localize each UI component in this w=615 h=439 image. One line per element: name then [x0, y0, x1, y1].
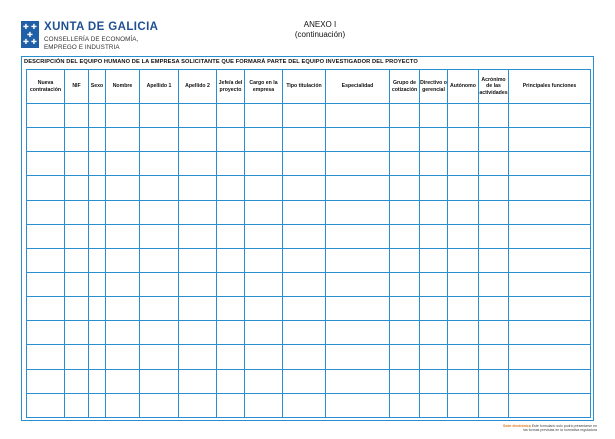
- table-cell[interactable]: [390, 176, 420, 200]
- table-cell[interactable]: [217, 297, 245, 321]
- table-cell[interactable]: [283, 224, 326, 248]
- table-cell[interactable]: [89, 345, 106, 369]
- table-cell[interactable]: [509, 176, 591, 200]
- table-cell[interactable]: [390, 152, 420, 176]
- table-cell[interactable]: [479, 369, 509, 393]
- table-row: [27, 272, 591, 296]
- table-cell[interactable]: [509, 369, 591, 393]
- table-cell[interactable]: [509, 272, 591, 296]
- table-cell[interactable]: [65, 297, 89, 321]
- table-cell[interactable]: [420, 297, 448, 321]
- table-cell[interactable]: [27, 345, 65, 369]
- table-row: [27, 248, 591, 272]
- table-cell[interactable]: [106, 369, 140, 393]
- table-cell[interactable]: [89, 152, 106, 176]
- table-cell[interactable]: [140, 345, 179, 369]
- table-cell[interactable]: [509, 104, 591, 128]
- annex-title: ANEXO I: [303, 20, 337, 29]
- table-cell[interactable]: [245, 321, 283, 345]
- table-cell[interactable]: [479, 345, 509, 369]
- table-cell[interactable]: [179, 176, 217, 200]
- table-cell[interactable]: [509, 345, 591, 369]
- xunta-logo: [21, 21, 39, 48]
- column-header: Acrónimo de las actividades: [479, 70, 509, 104]
- table-cell[interactable]: [140, 272, 179, 296]
- table-cell[interactable]: [509, 321, 591, 345]
- table-cell[interactable]: [479, 224, 509, 248]
- table-cell[interactable]: [479, 248, 509, 272]
- brand-title: XUNTA DE GALICIA: [44, 21, 159, 33]
- table-row: [27, 152, 591, 176]
- table-cell[interactable]: [390, 345, 420, 369]
- table-cell[interactable]: [106, 224, 140, 248]
- table-cell[interactable]: [106, 321, 140, 345]
- table-cell[interactable]: [420, 393, 448, 417]
- table-cell[interactable]: [390, 369, 420, 393]
- table-cell[interactable]: [326, 297, 390, 321]
- table-cell[interactable]: [65, 345, 89, 369]
- table-cell[interactable]: [179, 345, 217, 369]
- table-cell[interactable]: [326, 272, 390, 296]
- table-cell[interactable]: [140, 224, 179, 248]
- table-cell[interactable]: [509, 152, 591, 176]
- table-cell[interactable]: [140, 128, 179, 152]
- table-cell[interactable]: [179, 321, 217, 345]
- table-cell[interactable]: [420, 321, 448, 345]
- table-cell[interactable]: [448, 297, 479, 321]
- table-row: [27, 297, 591, 321]
- table-cell[interactable]: [65, 393, 89, 417]
- table-cell[interactable]: [27, 200, 65, 224]
- staff-section: [21, 56, 594, 421]
- table-cell[interactable]: [65, 104, 89, 128]
- table-cell[interactable]: [89, 321, 106, 345]
- table-cell[interactable]: [283, 321, 326, 345]
- table-cell[interactable]: [479, 176, 509, 200]
- table-cell[interactable]: [245, 128, 283, 152]
- table-cell[interactable]: [179, 297, 217, 321]
- table-cell[interactable]: [89, 176, 106, 200]
- table-cell[interactable]: [420, 345, 448, 369]
- table-cell[interactable]: [217, 369, 245, 393]
- table-cell[interactable]: [509, 248, 591, 272]
- table-cell[interactable]: [448, 345, 479, 369]
- column-header: Nueva contratación: [27, 70, 65, 104]
- table-cell[interactable]: [27, 128, 65, 152]
- column-header: Nombre: [106, 70, 140, 104]
- table-cell[interactable]: [420, 224, 448, 248]
- table-cell[interactable]: [65, 248, 89, 272]
- table-cell[interactable]: [390, 200, 420, 224]
- table-cell[interactable]: [420, 176, 448, 200]
- table-cell[interactable]: [283, 297, 326, 321]
- column-header: NIF: [65, 70, 89, 104]
- table-cell[interactable]: [420, 272, 448, 296]
- table-cell[interactable]: [245, 176, 283, 200]
- table-cell[interactable]: [420, 128, 448, 152]
- table-cell[interactable]: [140, 152, 179, 176]
- table-cell[interactable]: [106, 104, 140, 128]
- table-row: [27, 321, 591, 345]
- table-cell[interactable]: [65, 321, 89, 345]
- table-cell[interactable]: [479, 152, 509, 176]
- column-header: Cargo en la empresa: [245, 70, 283, 104]
- table-row: [27, 393, 591, 417]
- table-cell[interactable]: [448, 369, 479, 393]
- table-cell[interactable]: [89, 248, 106, 272]
- table-cell[interactable]: [140, 176, 179, 200]
- column-header: Directivo o gerencial: [420, 70, 448, 104]
- table-cell[interactable]: [390, 128, 420, 152]
- table-cell[interactable]: [217, 104, 245, 128]
- table-cell[interactable]: [179, 224, 217, 248]
- footer-note: [503, 424, 597, 433]
- cross-icon: ✚: [31, 24, 37, 31]
- table-cell[interactable]: [390, 272, 420, 296]
- cross-icon: ✚: [27, 32, 33, 39]
- table-row: [27, 200, 591, 224]
- table-cell[interactable]: [140, 200, 179, 224]
- table-cell[interactable]: [179, 248, 217, 272]
- table-cell[interactable]: [283, 345, 326, 369]
- table-cell[interactable]: [140, 104, 179, 128]
- table-cell[interactable]: [479, 321, 509, 345]
- cross-icon: ✚: [31, 39, 37, 46]
- table-cell[interactable]: [245, 224, 283, 248]
- table-cell[interactable]: [179, 152, 217, 176]
- brand-subtitle-line-1: CONSELLERÍA DE ECONOMÍA,: [44, 36, 139, 43]
- column-header: Apellido 1: [140, 70, 179, 104]
- table-cell[interactable]: [326, 321, 390, 345]
- table-cell[interactable]: [245, 272, 283, 296]
- table-cell[interactable]: [89, 200, 106, 224]
- table-cell[interactable]: [65, 128, 89, 152]
- table-cell[interactable]: [390, 224, 420, 248]
- column-header: Tipo titulación: [283, 70, 326, 104]
- table-cell[interactable]: [65, 200, 89, 224]
- table-cell[interactable]: [283, 393, 326, 417]
- table-cell[interactable]: [217, 224, 245, 248]
- table-cell[interactable]: [326, 128, 390, 152]
- table-cell[interactable]: [448, 224, 479, 248]
- table-cell[interactable]: [420, 369, 448, 393]
- table-cell[interactable]: [448, 321, 479, 345]
- annex-heading: [270, 20, 370, 40]
- table-cell[interactable]: [27, 272, 65, 296]
- table-cell[interactable]: [106, 128, 140, 152]
- table-cell[interactable]: [245, 369, 283, 393]
- table-cell[interactable]: [27, 104, 65, 128]
- table-cell[interactable]: [420, 104, 448, 128]
- table-cell[interactable]: [420, 248, 448, 272]
- table-cell[interactable]: [509, 200, 591, 224]
- table-cell[interactable]: [448, 128, 479, 152]
- table-cell[interactable]: [27, 248, 65, 272]
- table-cell[interactable]: [65, 224, 89, 248]
- table-cell[interactable]: [479, 393, 509, 417]
- table-cell[interactable]: [283, 248, 326, 272]
- table-cell[interactable]: [217, 321, 245, 345]
- table-cell[interactable]: [283, 152, 326, 176]
- table-cell[interactable]: [326, 248, 390, 272]
- table-cell[interactable]: [448, 200, 479, 224]
- table-cell[interactable]: [140, 297, 179, 321]
- table-cell[interactable]: [479, 104, 509, 128]
- table-cell[interactable]: [140, 393, 179, 417]
- footer-text-2: las formas previstas en la normativa reguladora: [523, 428, 597, 433]
- table-cell[interactable]: [106, 272, 140, 296]
- table-cell[interactable]: [106, 176, 140, 200]
- table-cell[interactable]: [448, 176, 479, 200]
- table-cell[interactable]: [27, 176, 65, 200]
- table-cell[interactable]: [245, 248, 283, 272]
- table-cell[interactable]: [89, 393, 106, 417]
- table-cell[interactable]: [326, 224, 390, 248]
- table-cell[interactable]: [448, 248, 479, 272]
- table-cell[interactable]: [245, 393, 283, 417]
- table-cell[interactable]: [179, 393, 217, 417]
- staff-table: [26, 69, 591, 418]
- table-cell[interactable]: [27, 297, 65, 321]
- table-cell[interactable]: [509, 297, 591, 321]
- table-cell[interactable]: [27, 369, 65, 393]
- table-cell[interactable]: [89, 128, 106, 152]
- table-cell[interactable]: [326, 200, 390, 224]
- table-cell[interactable]: [217, 345, 245, 369]
- table-cell[interactable]: [420, 200, 448, 224]
- brand-subtitle-line-2: EMPREGO E INDUSTRIA: [44, 43, 120, 51]
- table-cell[interactable]: [140, 321, 179, 345]
- table-cell[interactable]: [140, 369, 179, 393]
- column-header: Especialidad: [326, 70, 390, 104]
- table-cell[interactable]: [390, 248, 420, 272]
- table-cell[interactable]: [89, 297, 106, 321]
- table-cell[interactable]: [326, 393, 390, 417]
- table-cell[interactable]: [283, 128, 326, 152]
- table-cell[interactable]: [65, 176, 89, 200]
- table-cell[interactable]: [448, 272, 479, 296]
- table-cell[interactable]: [283, 272, 326, 296]
- footer-brand: Sede electrónica: [503, 424, 531, 428]
- table-cell[interactable]: [106, 297, 140, 321]
- table-cell[interactable]: [217, 176, 245, 200]
- table-cell[interactable]: [89, 224, 106, 248]
- table-cell[interactable]: [283, 104, 326, 128]
- table-cell[interactable]: [217, 128, 245, 152]
- table-cell[interactable]: [217, 248, 245, 272]
- column-header: Sexo: [89, 70, 106, 104]
- table-cell[interactable]: [179, 369, 217, 393]
- table-cell[interactable]: [106, 152, 140, 176]
- table-cell[interactable]: [106, 248, 140, 272]
- table-cell[interactable]: [27, 321, 65, 345]
- table-row: [27, 176, 591, 200]
- annex-subtitle: (continuación): [294, 30, 346, 39]
- table-cell[interactable]: [106, 200, 140, 224]
- table-cell[interactable]: [106, 345, 140, 369]
- table-cell[interactable]: [65, 152, 89, 176]
- table-cell[interactable]: [179, 104, 217, 128]
- table-cell[interactable]: [179, 200, 217, 224]
- table-cell[interactable]: [390, 393, 420, 417]
- table-cell[interactable]: [245, 152, 283, 176]
- table-cell[interactable]: [479, 297, 509, 321]
- table-cell[interactable]: [245, 104, 283, 128]
- table-cell[interactable]: [420, 152, 448, 176]
- table-cell[interactable]: [217, 272, 245, 296]
- table-cell[interactable]: [65, 272, 89, 296]
- cross-icon: ✚: [23, 39, 29, 46]
- column-header: Principales funciones: [509, 70, 591, 104]
- table-cell[interactable]: [179, 272, 217, 296]
- table-cell[interactable]: [179, 128, 217, 152]
- table-cell[interactable]: [89, 369, 106, 393]
- table-cell[interactable]: [479, 272, 509, 296]
- section-title: DESCRIPCIÓN DEL EQUIPO HUMANO DE LA EMPRESA SOLICITANTE QUE FORMARÁ PARTE DEL EQUIPO INVESTIGADOR DEL PROYECTO: [24, 59, 418, 65]
- table-cell[interactable]: [140, 248, 179, 272]
- table-cell[interactable]: [448, 104, 479, 128]
- table-cell[interactable]: [245, 200, 283, 224]
- column-header: Apellido 2: [179, 70, 217, 104]
- table-cell[interactable]: [89, 272, 106, 296]
- table-cell[interactable]: [27, 393, 65, 417]
- table-cell[interactable]: [479, 128, 509, 152]
- table-cell[interactable]: [326, 345, 390, 369]
- table-cell[interactable]: [27, 152, 65, 176]
- table-cell[interactable]: [217, 152, 245, 176]
- table-cell[interactable]: [390, 104, 420, 128]
- table-cell[interactable]: [390, 321, 420, 345]
- table-cell[interactable]: [283, 200, 326, 224]
- table-cell[interactable]: [65, 369, 89, 393]
- footer-text-1: Este formulario solo podrá presentarse en: [531, 424, 597, 428]
- table-header-row: [27, 70, 591, 104]
- table-cell[interactable]: [509, 224, 591, 248]
- brand-subtitle: [44, 36, 138, 51]
- table-cell[interactable]: [326, 369, 390, 393]
- table-body: [27, 104, 591, 418]
- table-cell[interactable]: [448, 393, 479, 417]
- table-cell[interactable]: [106, 393, 140, 417]
- table-cell[interactable]: [509, 128, 591, 152]
- table-cell[interactable]: [326, 152, 390, 176]
- column-header: Jefe/a del proyecto: [217, 70, 245, 104]
- table-cell[interactable]: [283, 176, 326, 200]
- table-cell[interactable]: [479, 200, 509, 224]
- table-cell[interactable]: [448, 152, 479, 176]
- table-row: [27, 369, 591, 393]
- table-cell[interactable]: [390, 297, 420, 321]
- column-header: Grupo de cotización: [390, 70, 420, 104]
- table-cell[interactable]: [283, 369, 326, 393]
- table-cell[interactable]: [89, 104, 106, 128]
- table-row: [27, 224, 591, 248]
- table-cell[interactable]: [27, 224, 65, 248]
- table-cell[interactable]: [217, 200, 245, 224]
- table-row: [27, 345, 591, 369]
- table-cell[interactable]: [326, 176, 390, 200]
- table-cell[interactable]: [217, 393, 245, 417]
- table-cell[interactable]: [509, 393, 591, 417]
- table-row: [27, 104, 591, 128]
- table-cell[interactable]: [245, 297, 283, 321]
- column-header: Autónomo: [448, 70, 479, 104]
- table-row: [27, 128, 591, 152]
- table-cell[interactable]: [326, 104, 390, 128]
- table-cell[interactable]: [245, 345, 283, 369]
- cross-icon: ✚: [23, 24, 29, 31]
